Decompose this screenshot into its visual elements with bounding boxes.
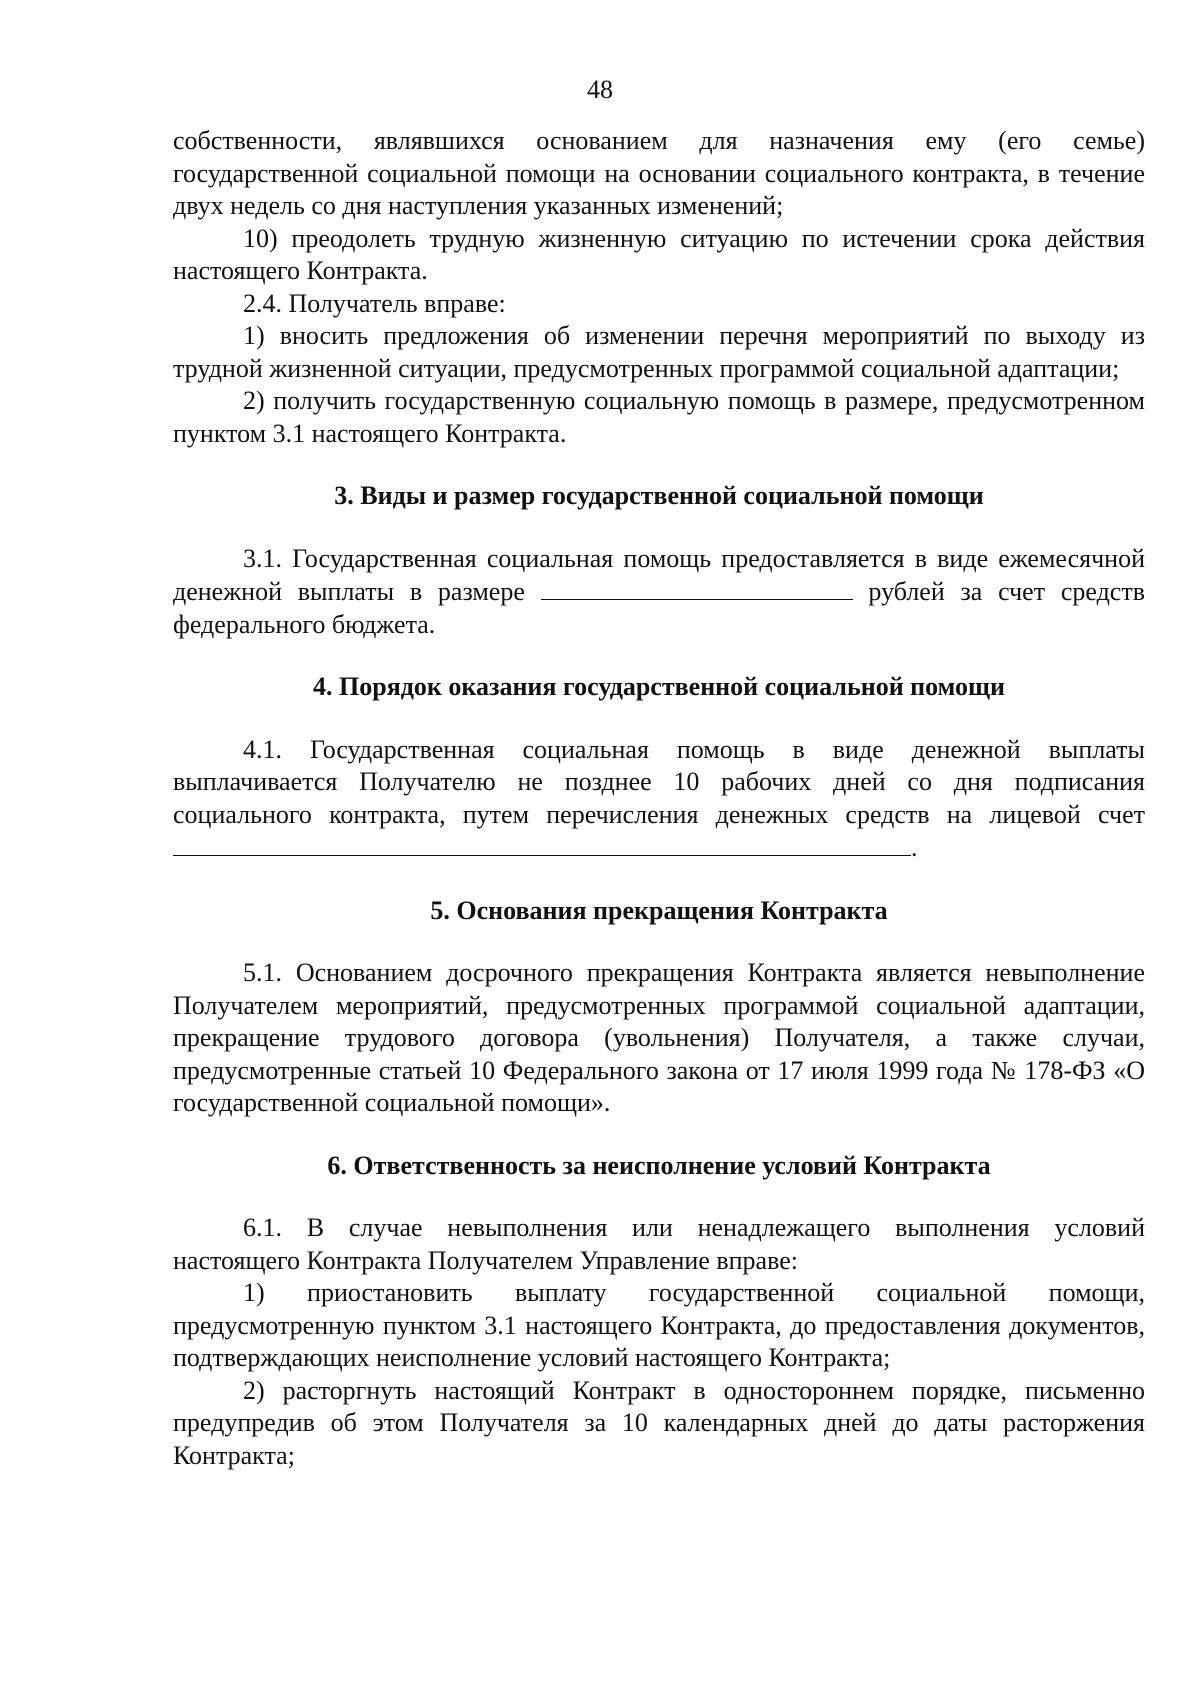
paragraph-text: . [911, 833, 918, 862]
paragraph-5-1: 5.1. Основанием досрочного прекращения Контракта является невыполнение Получателем мероприятий, предусмотренных программой социальной адаптации, прекращение трудового договора (увольнения) Получателя, а также случаи, предусмотренные статьей 10 Федерального закона от 17 июля 1999 года № 178-ФЗ «О государственной социальной помощи». [173, 958, 1145, 1117]
paragraph: 2.4. Получатель вправе: [243, 288, 506, 318]
amount-blank-line [541, 575, 853, 600]
paragraph-6-1-1: 1) приостановить выплату государственной социальной помощи, предусмотренную пунктом 3.1 настоящего Контракта, до предоставления документов, подтверждающих неисполнение условий настоящего Контракта; [173, 1278, 1145, 1372]
paragraph-6-1: 6.1. В случае невыполнения или ненадлежащего выполнения условий настоящего Контракта Получателем Управление вправе: [173, 1213, 1145, 1275]
paragraph-text: рублей за счет средств федерального бюджета. [173, 577, 1145, 639]
section-heading-4: 4. Порядок оказания государственной социальной помощи [313, 672, 1005, 701]
paragraph: 10) преодолеть трудную жизненную ситуацию по истечении срока действия настоящего Контракта. [173, 223, 1145, 285]
paragraph: 2) получить государственную социальную помощь в размере, предусмотренном пунктом 3.1 настоящего Контракта. [173, 386, 1145, 448]
paragraph-3-1 [173, 543, 1145, 642]
paragraph-text: 4.1. Государственная социальная помощь в виде денежной выплаты выплачивается Получателю не позднее 10 рабочих дней со дня подписания социального контракта, путем перечисления денежных средств на лицевой счет [173, 734, 1145, 829]
section-heading-3: 3. Виды и размер государственной социальной помощи [334, 481, 984, 510]
paragraph: собственности, являвшихся основанием для назначения ему (его семье) государственной социальной помощи на основании социального контракта, в течение двух недель со дня наступления указанных изменений; [173, 126, 1145, 220]
paragraph-6-1-2: 2) расторгнуть настоящий Контракт в одностороннем порядке, письменно предупредив об этом Получателя за 10 календарных дней до даты расторжения Контракта; [173, 1375, 1145, 1470]
paragraph-4-1 [173, 734, 1145, 865]
account-blank-line [173, 831, 911, 856]
paragraph: 1) вносить предложения об изменении перечня мероприятий по выходу из трудной жизненной ситуации, предусмотренных программой социальной адаптации; [173, 321, 1145, 383]
document-body [173, 125, 1145, 1472]
paragraph-text: 3.1. Государственная социальная помощь предоставляется в виде ежемесячной денежной выплаты в размере [173, 543, 1145, 606]
section-heading-6: 6. Ответственность за неисполнение условий Контракта [327, 1150, 991, 1180]
section-heading-5: 5. Основания прекращения Контракта [430, 895, 888, 925]
page-number: 48 [587, 75, 613, 104]
